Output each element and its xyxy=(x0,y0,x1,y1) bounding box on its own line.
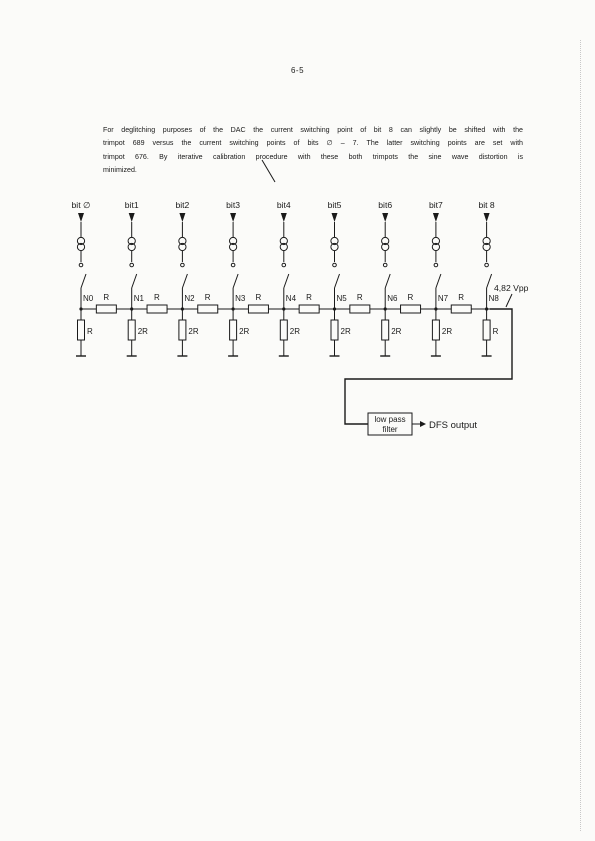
switch-contact xyxy=(383,263,387,267)
shunt-resistor-label: 2R xyxy=(340,327,351,336)
switch-contact xyxy=(282,263,286,267)
bit-label: bit3 xyxy=(226,200,241,210)
shunt-resistor-label: R xyxy=(87,327,93,336)
paragraph-line: trimpot 689 versus the current switching points of bits ∅ – 7. The latter switching points are set with xyxy=(103,139,523,148)
amplitude-label: 4,82 Vpp xyxy=(494,283,529,293)
shunt-resistor xyxy=(382,320,389,340)
node-label: N0 xyxy=(83,294,94,303)
node-label: N2 xyxy=(184,294,195,303)
node-label: N7 xyxy=(437,294,449,303)
switch-blade-icon xyxy=(132,274,137,288)
series-resistor-label: R xyxy=(255,293,262,302)
bit-input-arrow xyxy=(230,213,236,222)
bit-input-arrow xyxy=(78,213,84,222)
node-label: N4 xyxy=(285,294,297,303)
bit-input-arrow xyxy=(129,213,135,222)
bit-label: bit ∅ xyxy=(71,200,91,210)
bit-label: bit 8 xyxy=(478,200,495,210)
shunt-resistor xyxy=(331,320,338,340)
switch-contact xyxy=(434,263,438,267)
switch-contact xyxy=(79,263,83,267)
series-resistor xyxy=(350,305,370,313)
node-label: N1 xyxy=(133,294,144,303)
shunt-resistor-label: 2R xyxy=(289,327,301,336)
series-resistor-label: R xyxy=(458,293,465,302)
switch-blade-icon xyxy=(284,274,289,288)
bit-label: bit1 xyxy=(124,200,139,210)
series-resistor-label: R xyxy=(154,293,160,302)
shunt-resistor-label: 2R xyxy=(239,327,250,336)
series-resistor-label: R xyxy=(407,293,414,302)
bit-input-arrow xyxy=(179,213,185,222)
switch-blade-icon xyxy=(385,274,390,288)
bit-label: bit6 xyxy=(378,200,393,210)
switch-contact xyxy=(181,263,185,267)
paragraph-line: For deglitching purposes of the DAC the current switching point of bit 8 can slightly be shifted with the xyxy=(103,126,523,134)
paragraph-line: minimized. xyxy=(103,166,137,175)
switch-blade-icon xyxy=(335,274,340,288)
series-resistor-label: R xyxy=(103,293,110,302)
amplitude-pointer xyxy=(506,294,512,307)
switch-blade-icon xyxy=(233,274,238,288)
switch-blade-icon xyxy=(436,274,441,288)
node-label: N5 xyxy=(336,294,347,303)
bit-input-arrow xyxy=(382,213,388,222)
bit-label: bit7 xyxy=(428,200,443,210)
switch-contact xyxy=(485,263,489,267)
shunt-resistor xyxy=(432,320,439,340)
shunt-resistor xyxy=(78,320,85,340)
paragraph-line: trimpot 676. By iterative calibration procedure with these both trimpots the sine wave distortion is xyxy=(103,152,523,161)
shunt-resistor-label: 2R xyxy=(391,327,402,336)
series-resistor xyxy=(198,305,218,313)
series-resistor xyxy=(299,305,319,313)
series-resistor-label: R xyxy=(204,293,211,302)
switch-contact xyxy=(231,263,235,267)
switch-contact xyxy=(333,263,337,267)
shunt-resistor xyxy=(230,320,237,340)
series-resistor xyxy=(248,305,268,313)
shunt-resistor-label: 2R xyxy=(188,327,199,336)
series-resistor xyxy=(401,305,421,313)
series-resistor-label: R xyxy=(356,293,363,302)
bit-label: bit5 xyxy=(327,200,342,210)
series-resistor xyxy=(451,305,471,313)
series-resistor xyxy=(96,305,116,313)
series-resistor xyxy=(147,305,167,313)
dfs-output-label: DFS output xyxy=(429,420,478,431)
node-label: N8 xyxy=(488,294,499,303)
series-resistor-label: R xyxy=(306,293,312,302)
bit-label: bit4 xyxy=(276,200,291,210)
shunt-resistor xyxy=(280,320,287,340)
shunt-resistor-label: R xyxy=(492,327,499,336)
bit-label: bit2 xyxy=(175,200,190,210)
page-number: 6-5 xyxy=(290,66,305,75)
switch-blade-icon xyxy=(487,274,492,288)
shunt-resistor xyxy=(179,320,186,340)
node-label: N3 xyxy=(235,294,246,303)
bit-input-arrow xyxy=(433,213,439,222)
output-arrowhead xyxy=(420,421,426,427)
annotation-pointer xyxy=(262,160,275,182)
bit-input-arrow xyxy=(332,213,338,222)
node-label: N6 xyxy=(387,294,398,303)
bit-input-arrow xyxy=(484,213,490,222)
switch-contact xyxy=(130,263,134,267)
shunt-resistor-label: 2R xyxy=(137,327,148,336)
shunt-resistor xyxy=(483,320,490,340)
shunt-resistor-label: 2R xyxy=(441,327,453,336)
filter-label-line2: filter xyxy=(382,425,398,434)
switch-blade-icon xyxy=(81,274,86,288)
filter-label-line1: low pass xyxy=(374,415,406,424)
bit-input-arrow xyxy=(281,213,287,222)
switch-blade-icon xyxy=(182,274,187,288)
shunt-resistor xyxy=(128,320,135,340)
